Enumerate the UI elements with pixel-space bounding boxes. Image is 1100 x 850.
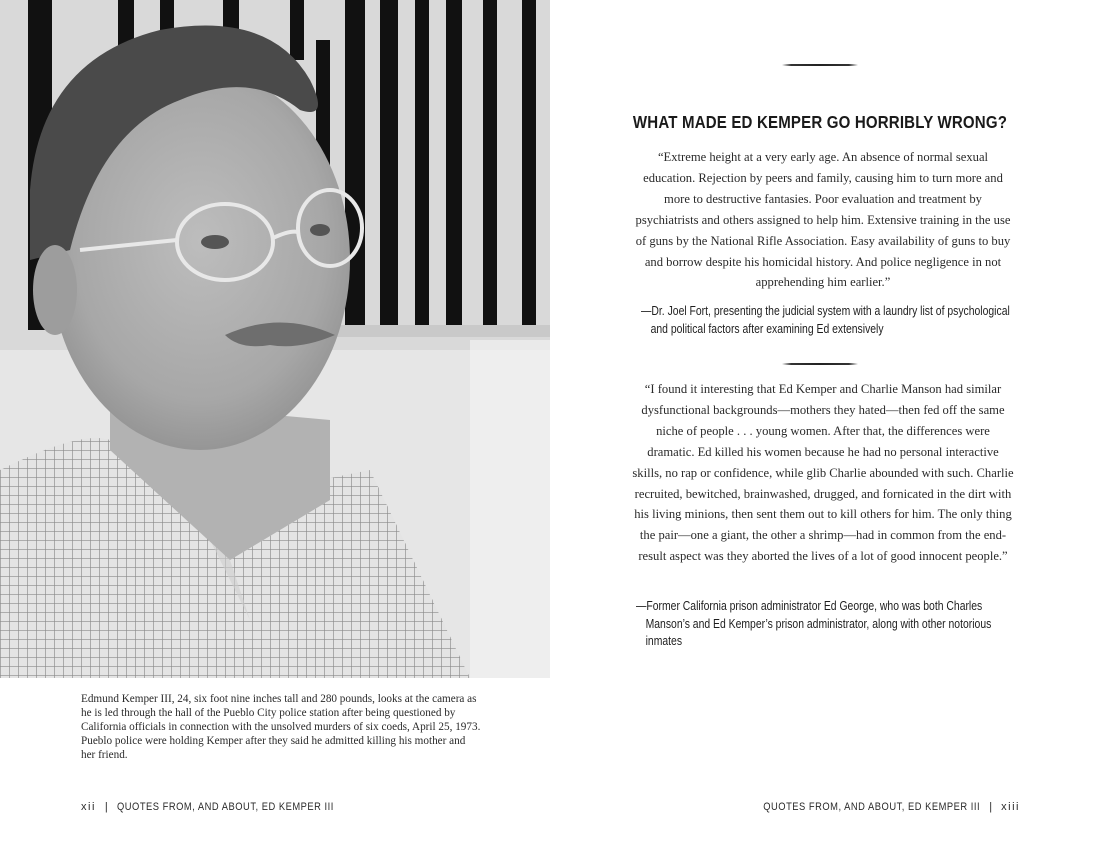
section-heading: WHAT MADE ED KEMPER GO HORRIBLY WRONG? <box>632 112 1008 132</box>
page-number-left: xii <box>81 801 96 813</box>
quote-1-attribution: —Dr. Joel Fort, presenting the judicial system with a laundry list of psychological and political factors after examining Ed extensively <box>641 303 1010 336</box>
footer-separator-right: | <box>989 801 993 813</box>
quote-2-attribution: —Former California prison administrator Ed George, who was both Charles Manson’s and Ed Kemper’s prison administrator, along with other notorious inmates <box>636 598 992 648</box>
quote-2: “I found it interesting that Ed Kemper and Charlie Manson had similar dysfunctional backgrounds—mothers they hated—then fed off the same niche of people . . . young women. After that, the differences were dramatic. Ed killed his women because he had no personal interactive skills, no rap or confidence, while glib Charlie abounded with such. Charlie recruited, bewitched, brainwashed, drugged, and fornicated in the dirt with his living minions, then sent them out to kill others for him. The only thing the pair—one a giant, the other a shrimp—had in common from the end-result aspect was they aborted the lives of a lot of good innocent people.” <box>632 382 1014 564</box>
footer-left <box>81 801 372 813</box>
quote-1: “Extreme height at a very early age. An absence of normal sexual education. Rejection by peers and family, causing him to turn more and more to destructive fantasies. Poor evaluation and treatment by psychiatrists and others assigned to help him. Extensive training in the use of guns by the National Rifle Association. Easy availability of guns to buy and borrow despite his homicidal history. And police negligence in not apprehending him earlier.” <box>635 150 1011 290</box>
portrait-illustration <box>0 0 550 678</box>
footer-separator-left: | <box>104 801 108 813</box>
running-head-right: QUOTES FROM, AND ABOUT, ED KEMPER III <box>763 801 981 813</box>
footer-right <box>725 801 1020 813</box>
photo-caption: Edmund Kemper III, 24, six foot nine inches tall and 280 pounds, looks at the camera as he is led through the hall of the Pueblo City police station after being questioned by California officials in connection with the unsolved murders of six coeds, April 25, 1973. Pueblo police were holding Kemper after they said he admitted killing his mother and her friend. <box>81 693 481 761</box>
portrait-photo <box>0 0 550 678</box>
page-number-right: xiii <box>1001 801 1020 813</box>
running-head-left: QUOTES FROM, AND ABOUT, ED KEMPER III <box>116 801 334 813</box>
ornament-divider-top <box>782 64 858 66</box>
ornament-divider-middle <box>782 363 858 365</box>
